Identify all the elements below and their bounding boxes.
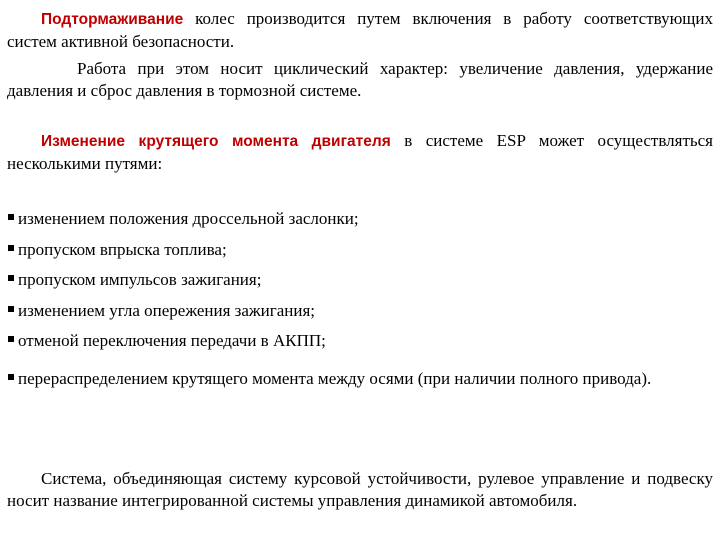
paragraph-torque (7, 130, 713, 174)
bullet-square-icon (8, 374, 14, 380)
list-item: отменой переключения передачи в АКПП; (7, 330, 713, 352)
term-torque: Изменение крутящего момента двигателя (41, 133, 391, 150)
paragraph-torque-text: в системе ESP может осуществляться несколькими путями: (7, 131, 713, 173)
bullet-square-icon (8, 275, 14, 281)
term-braking: Подтормаживание (41, 11, 184, 28)
paragraph-integrated-system: Система, объединяющая систему курсовой устойчивости, рулевое управление и подвеску носит название интегрированной системы управления динамикой автомобиля. (7, 469, 713, 510)
list-item: изменением угла опережения зажигания; (7, 300, 713, 322)
methods-list (7, 208, 713, 396)
bullet-square-icon (8, 336, 14, 342)
list-item: перераспределением крутящего момента между осями (при наличии полного привода). (7, 361, 713, 396)
bullet-square-icon (8, 306, 14, 312)
bullet-square-icon (8, 214, 14, 220)
paragraph-braking (7, 8, 713, 52)
list-item: пропуском впрыска топлива; (7, 239, 713, 261)
bullet-square-icon (8, 245, 14, 251)
list-item: изменением положения дроссельной заслонки; (7, 208, 713, 230)
paragraph-cycle: Работа при этом носит циклический характер: увеличение давления, удержание давления и сброс давления в тормозной системе. (7, 59, 713, 100)
paragraph-braking-text: колес производится путем включения в работу соответствующих систем активной безопасности. (7, 9, 713, 51)
list-item: пропуском импульсов зажигания; (7, 269, 713, 291)
